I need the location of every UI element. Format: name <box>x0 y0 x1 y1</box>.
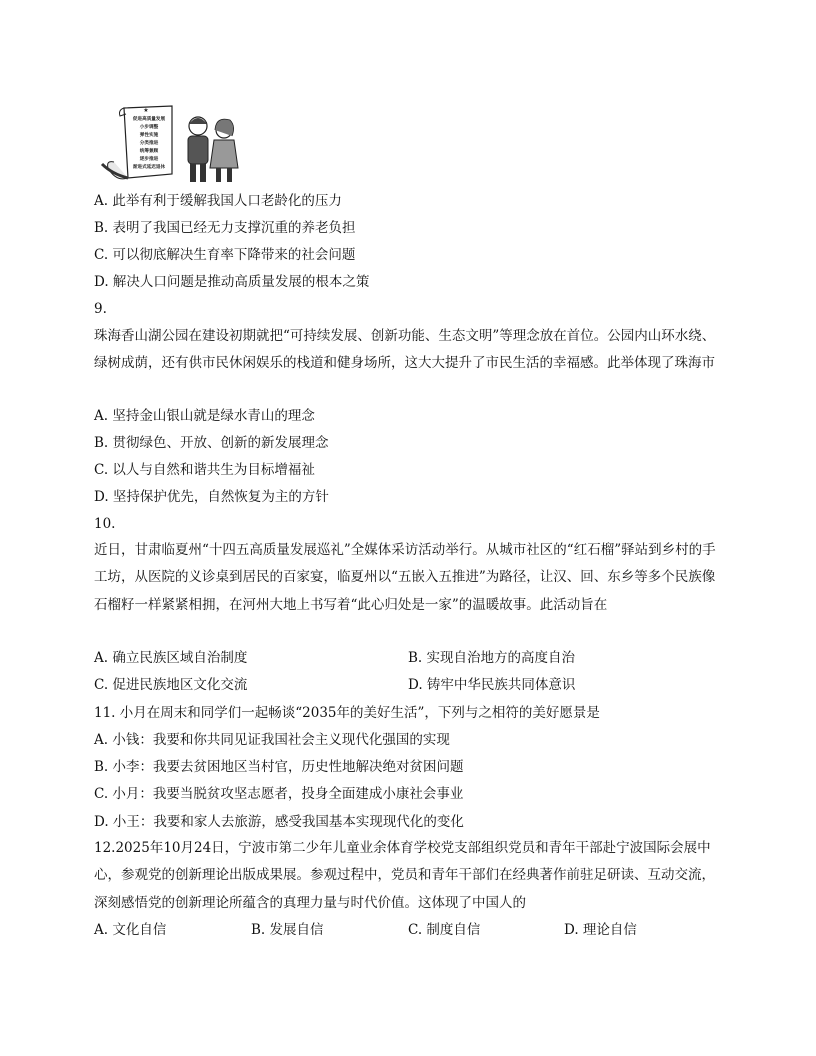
q8-option-a: A. 此举有利于缓解我国人口老龄化的压力 <box>94 193 342 209</box>
q12-option-d: D. 理论自信 <box>564 922 637 938</box>
scroll-line: 分类推进 <box>139 141 159 146</box>
scroll-line: 逐步推进 <box>139 157 159 162</box>
scroll-line: 促进高质量发展 <box>132 117 166 122</box>
q9-option-c: C. 以人与自然和谐共生为目标增福祉 <box>94 462 315 478</box>
q8-option-d: D. 解决人口问题是推动高质量发展的根本之策 <box>94 274 370 290</box>
q10-number: 10. <box>94 516 116 532</box>
q9-option-a: A. 坚持金山银山就是绿水青山的理念 <box>94 408 315 424</box>
q12-stem: 12.2025年10月24日，宁波市第二少年儿童业余体育学校党支部组织党员和青年干部赴宁波国际会展中心，参观党的创新理论出版成果展。参观过程中，党员和青年干部们在经典著作前驻足研读、互动交流，深刻感悟党的创新理论所蕴含的真理力量与时代价值。这体现了中国人的 <box>94 840 715 911</box>
q8-option-c: C. 可以彻底解决生育率下降带来的社会问题 <box>94 247 356 263</box>
q9-option-d: D. 坚持保护优先，自然恢复为主的方针 <box>94 489 329 505</box>
scroll-line: 小步调整 <box>139 125 159 130</box>
scroll-line: 弹性实施 <box>139 133 159 138</box>
q9-option-b: B. 贯彻绿色、开放、创新的新发展理念 <box>94 435 329 451</box>
q11-option-b: B. 小李：我要去贫困地区当村官，历史性地解决绝对贫困问题 <box>94 759 464 775</box>
svg-text:★: ★ <box>143 107 149 114</box>
q11-option-d: D. 小王：我要和家人去旅游，感受我国基本实现现代化的变化 <box>94 814 464 830</box>
q11-stem: 11. 小月在周末和同学们一起畅谈“2035年的美好生活”，下列与之相符的美好愿景是 <box>94 705 600 721</box>
scroll-line: 统筹兼顾 <box>139 149 159 154</box>
q10-option-d: D. 铸牢中华民族共同体意识 <box>408 677 576 693</box>
q10-stem: 近日，甘肃临夏州“十四五高质量发展巡礼”全媒体采访活动举行。从城市社区的“红石榴”驿站到乡村的手工坊，从医院的义诊桌到居民的百家宴，临夏州以“五嵌入五推进”为路径，让汉、回、东乡等多个民族像石榴籽一样紧紧相拥，在河州大地上书写着“此心归处是一家”的温暖故事。此活动旨在 <box>94 542 716 613</box>
q12-option-c: C. 制度自信 <box>408 922 481 938</box>
q10-option-b: B. 实现自治地方的高度自治 <box>408 650 576 666</box>
q8-option-b: B. 表明了我国已经无力支撑沉重的养老负担 <box>94 220 356 236</box>
retirement-cartoon-illustration <box>98 104 246 186</box>
q10-option-a: A. 确立民族区域自治制度 <box>94 650 248 666</box>
scroll-line: 渐进式延迟退休 <box>132 165 166 170</box>
q12-option-a: A. 文化自信 <box>94 922 167 938</box>
q11-option-c: C. 小月：我要当脱贫攻坚志愿者，投身全面建成小康社会事业 <box>94 786 464 802</box>
q11-option-a: A. 小钱：我要和你共同见证我国社会主义现代化强国的实现 <box>94 732 450 748</box>
q9-stem: 珠海香山湖公园在建设初期就把“可持续发展、创新功能、生态文明”等理念放在首位。公园内山环水绕、绿树成荫，还有供市民休闲娱乐的栈道和健身场所，这大大提升了市民生活的幸福感。此举体现了珠海市 <box>94 328 716 372</box>
q12-option-b: B. 发展自信 <box>251 922 324 938</box>
q10-option-c: C. 促进民族地区文化交流 <box>94 677 248 693</box>
q9-number: 9. <box>94 301 107 317</box>
